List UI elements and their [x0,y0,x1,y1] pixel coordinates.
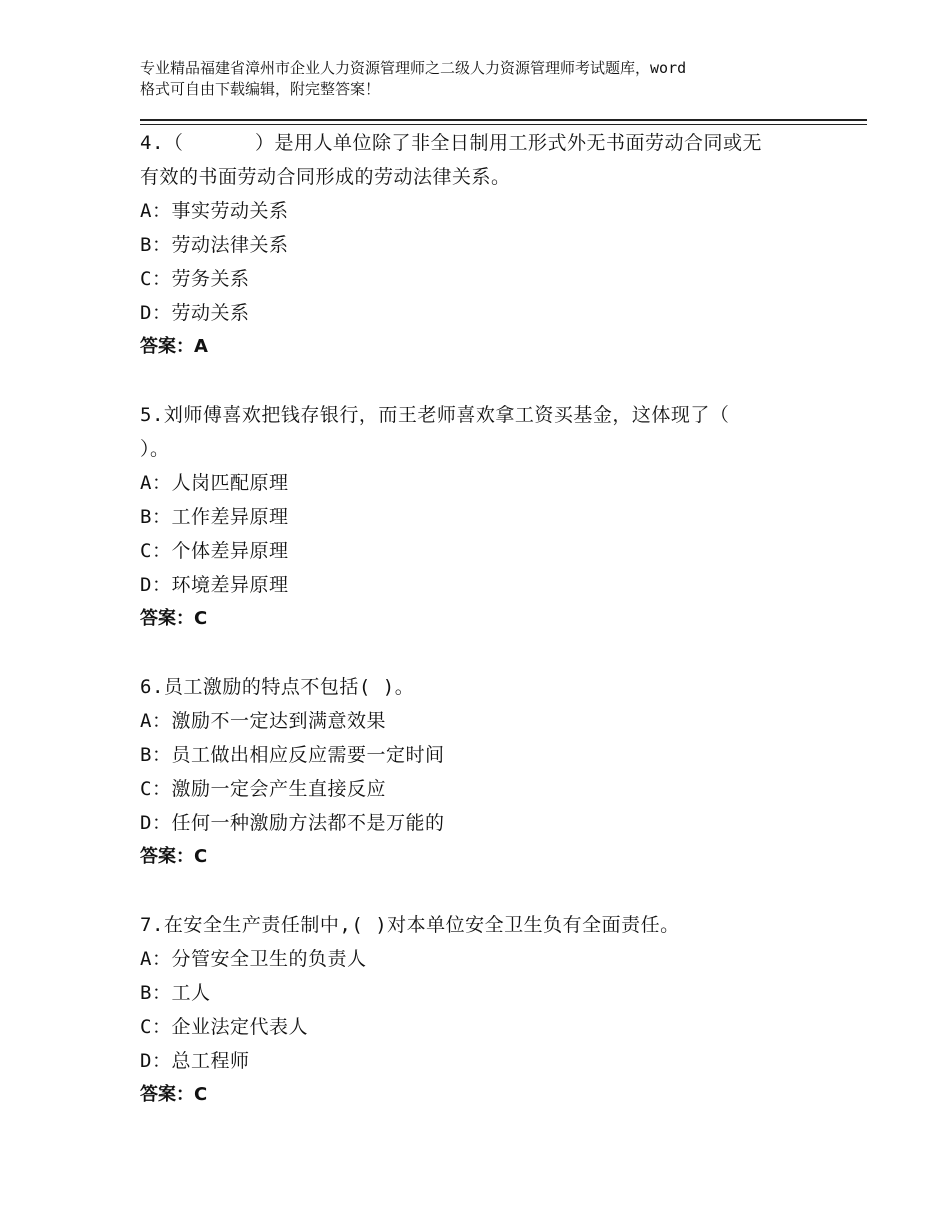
question-6 [140,670,820,874]
option-d: D：任何一种激励方法都不是万能的 [140,812,445,834]
question-7 [140,908,820,1112]
question-stem-line: 5.刘师傅喜欢把钱存银行，而王老师喜欢拿工资买基金，这体现了（ [140,404,730,426]
option-b: B：员工做出相应反应需要一定时间 [140,744,445,766]
question-stem-line: 4.（ ）是用人单位除了非全日制用工形式外无书面劳动合同或无 [140,132,763,154]
header-line-1: 专业精品福建省漳州市企业人力资源管理师之二级人力资源管理师考试题库，word [140,59,687,77]
question-list [140,126,820,1146]
option-b: B：工作差异原理 [140,506,289,528]
option-c: C：企业法定代表人 [140,1016,308,1038]
question-stem-line: 有效的书面劳动合同形成的劳动法律关系。 [140,166,511,188]
option-c: C：劳务关系 [140,268,250,290]
option-a: A：分管安全卫生的负责人 [140,948,367,970]
option-d: D：环境差异原理 [140,574,289,596]
option-b: B：工人 [140,982,211,1004]
option-a: A：人岗匹配原理 [140,472,289,494]
option-a: A：事实劳动关系 [140,200,289,222]
question-stem-line: ）。 [140,438,170,460]
answer-label: 答案：C [140,1084,208,1105]
header-rule-thick [140,119,867,121]
option-c: C：个体差异原理 [140,540,289,562]
answer-label: 答案：C [140,608,208,629]
question-4 [140,126,820,364]
question-stem-line: 6.员工激励的特点不包括( )。 [140,676,415,698]
document-header [140,58,830,100]
answer-label: 答案：C [140,846,208,867]
question-stem-line: 7.在安全生产责任制中,( )对本单位安全卫生负有全面责任。 [140,914,680,936]
option-d: D：总工程师 [140,1050,250,1072]
answer-label: 答案：A [140,336,208,357]
question-5 [140,398,820,636]
header-rule-thin [140,124,867,125]
option-c: C：激励一定会产生直接反应 [140,778,386,800]
option-b: B：劳动法律关系 [140,234,289,256]
header-line-2: 格式可自由下载编辑，附完整答案！ [140,80,381,98]
option-d: D：劳动关系 [140,302,250,324]
option-a: A：激励不一定达到满意效果 [140,710,386,732]
